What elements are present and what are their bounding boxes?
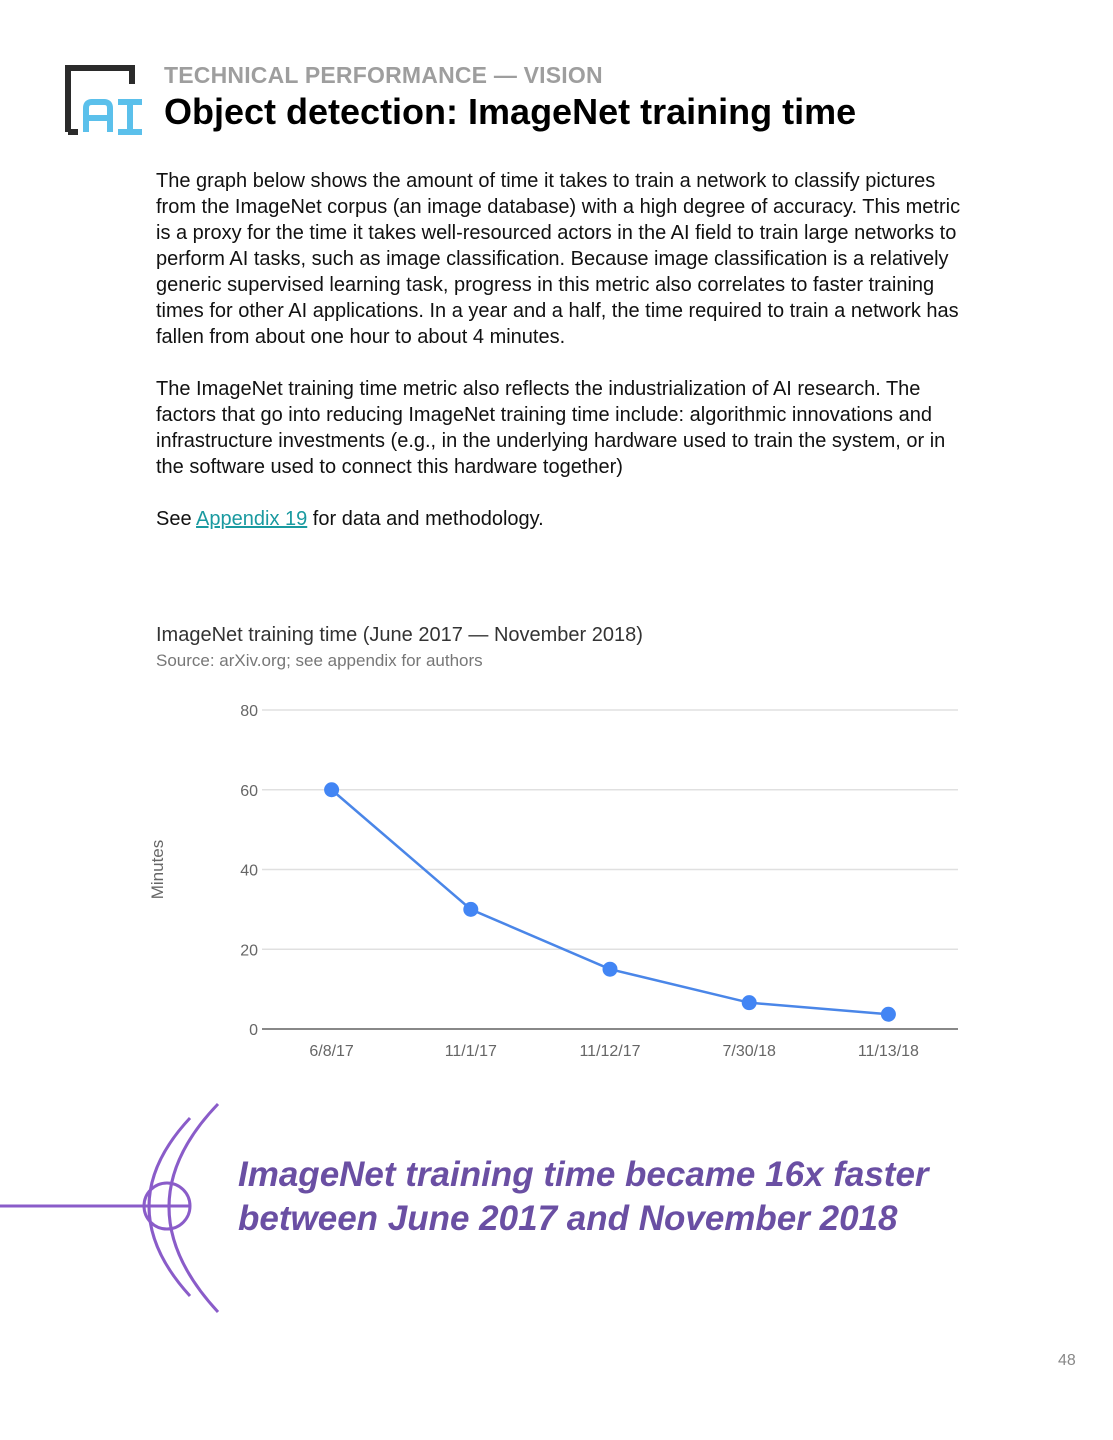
x-tick-label: 11/12/17 (579, 1043, 641, 1060)
data-point (881, 1007, 896, 1022)
appendix-reference (156, 506, 976, 532)
ai-index-logo (64, 64, 144, 136)
chart-title: ImageNet training time (June 2017 — November 2018) (156, 624, 643, 646)
series-line (332, 790, 889, 1014)
data-point (742, 995, 757, 1010)
paragraph-1: The graph below shows the amount of time it takes to train a network to classify pictures from the ImageNet corpus (an image database) with a high degree of accuracy. This metric is a proxy for the time it takes well-resourced actors in the AI field to train large networks to perform AI tasks, such as image classification. Because image classification is a relatively generic supervised learning task, progress in this metric also correlates to faster training times for other AI applications. In a year and a half, the time required to train a network has fallen from about one hour to about 4 minutes. (156, 170, 961, 348)
y-tick-label: 40 (240, 862, 258, 880)
page-number: 48 (1058, 1352, 1076, 1369)
data-point (324, 782, 339, 797)
body-text (156, 168, 976, 558)
page-title: Object detection: ImageNet training time (164, 91, 857, 132)
see-prefix: See (156, 508, 197, 530)
y-axis-label: Minutes (148, 839, 167, 900)
data-point (463, 902, 478, 917)
x-tick-label: 7/30/18 (722, 1043, 776, 1060)
training-time-chart (130, 690, 970, 1070)
section-eyebrow: TECHNICAL PERFORMANCE — VISION (164, 62, 603, 88)
paragraph-2: The ImageNet training time metric also reflects the industrialization of AI research. The factors that go into reducing ImageNet training time include: algorithmic innovations and infrastructure investments (e.g., in the underlying hardware used to train the system, or in the software used to connect this hardware together) (156, 378, 946, 478)
x-tick-label: 11/1/17 (444, 1043, 497, 1060)
chart-source: Source: arXiv.org; see appendix for authors (156, 651, 483, 670)
x-tick-label: 6/8/17 (309, 1043, 354, 1060)
callout-text: ImageNet training time became 16x faster between June 2017 and November 2018 (238, 1155, 929, 1238)
y-tick-label: 60 (240, 782, 258, 800)
data-point (603, 962, 618, 977)
y-tick-label: 80 (240, 703, 258, 720)
see-suffix: for data and methodology. (307, 508, 544, 530)
x-tick-label: 11/13/18 (857, 1043, 919, 1060)
appendix-link[interactable]: Appendix 19 (196, 508, 308, 530)
y-tick-label: 0 (249, 1022, 258, 1039)
callout-decoration (0, 1100, 230, 1320)
y-tick-label: 20 (240, 942, 258, 960)
